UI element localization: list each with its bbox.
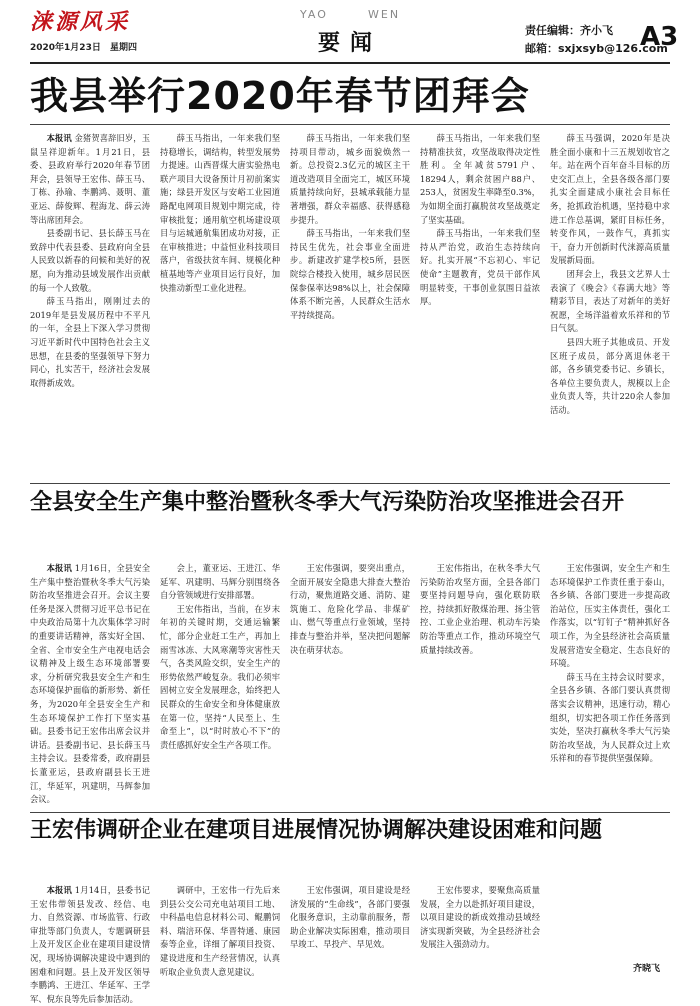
column [30, 132, 150, 477]
article-columns [30, 132, 670, 477]
lead-paragraph [30, 884, 150, 1006]
divider [30, 812, 670, 813]
column [420, 884, 540, 980]
divider [30, 124, 670, 125]
column [30, 884, 151, 1004]
headline-spring-festival: 我县举行2020年春节团拜会 [30, 74, 530, 118]
paragraph: 王宏伟指出，当前，在岁末年初的关键时期，交通运输繁忙，部分企业赶工生产，再加上雨雪冰冻、大风寒潮等灾害性天气，各类风险交织，安全生产的形势依然严峻复杂。我们必须牢固树立安全发展理念，始终把人民群众的生命安全和身体健康放在第一位，坚持“人民至上、生命至上”，以“时时放心不下”的责任感抓好安全生产各项工作。 [160, 603, 280, 750]
author-signature: 齐晓飞 [632, 964, 660, 974]
column [550, 132, 670, 477]
paragraph: 薛玉马指出，一年来我们坚持从严治党，政治生态持续向好。扎实开展“不忘初心、牢记使命”主题教育，党员干部作风明显转变，干事创业氛围日益浓厚。 [420, 228, 540, 307]
column [160, 562, 280, 809]
paragraph: 薛玉马指出，一年来我们坚持项目带动，城乡面貌焕然一新。总投资2.3亿元的城区主干道改造项目全面完工，城区环境质量持续向好，县城承载能力显著增强，群众幸福感、获得感稳步提升。 [290, 133, 410, 225]
paragraph: 县委副书记、县长薛玉马在致辞中代表县委、县政府向全县人民致以新春的问候和美好的祝愿，向为推动县域发展作出贡献的每一个人致敬。 [30, 228, 150, 293]
column [550, 562, 670, 809]
article-columns [30, 562, 670, 809]
paragraph: 调研中，王宏伟一行先后来到县公交公司充电站项目工地、中科晶电信息材料公司、鲲鹏饲料、瑞涪环保、华晋特通、康园泰等企业，详细了解项目投资、建设进度和生产经营情况，认真听取企业负责人意见建议。 [160, 885, 280, 977]
paragraph: 金猪贺喜辞旧岁，玉鼠呈祥迎新年。1月21日，县委、县政府举行2020年春节团拜会，县领导王宏伟、薛玉马、丁栋、孙瑜、李鹏鸿、聂明、董亚运、薛俊辉、程海龙、薛云涛等出席团拜会。 [30, 133, 150, 225]
column [30, 562, 150, 809]
lead-paragraph [30, 562, 150, 807]
paragraph: 王宏伟要求，要聚焦高质量发展，全力以赴抓好项目建设，以项目建设的新成效推动县域经济实现新突破，为全县经济社会发展注入强劲动力。 [420, 885, 540, 950]
paragraph: 王宏伟强调，项目建设是经济发展的“生命线”，各部门要强化服务意识，主动靠前服务，帮助企业解决实际困难，推动项目早竣工、早投产、早见效。 [290, 885, 410, 950]
section-pinyin-right: WEN [368, 8, 401, 21]
brand-logo: 涞源风采 [30, 9, 131, 35]
column [160, 884, 280, 980]
issue-date: 2020年1月23日 [30, 43, 101, 53]
headline-safety-meeting: 全县安全生产集中整治暨秋冬季大气污染防治攻坚推进会召开 [30, 490, 625, 515]
paragraph: 王宏伟强调，要突出重点，全面开展安全隐患大排查大整治行动，聚焦道路交通、消防、建筑施工、危险化学品、非煤矿山、燃气等重点行业领域，坚持排查与整治并举，坚决把问题解决在萌芽状态。 [290, 563, 410, 655]
editor-credit: 责任编辑：齐小飞 [525, 24, 613, 37]
paragraph: 会上，董亚运、王进江、华延军、巩建明、马辉分别围绕各自分管领域进行安排部署。 [160, 563, 280, 601]
section-title: 要闻 [317, 30, 382, 56]
paragraph: 薛玉马指出，一年来我们坚持稳增长，调结构，转型发展势力提速。山西晋煤大唐实验热电联产项目大设备预计月初前案实施；绿县开发区与安峪工业园道路配电网项目规划中期完成，待审核批复；通用航空机场建设项目与运城通航集团成功对接，正在审核推进；中益恒业科技项目落户，省级扶贫车间、规模化种植基地等产业项目运行良好，加快推动新型工业化进程。 [160, 133, 280, 293]
paragraph: 薛玉马强调，2020年是决胜全面小康和十三五规划收官之年。站在两个百年奋斗目标的历史交汇点上，全县各级各部门要扎实全面建成小康社会目标任务，抢抓政治机遇，坚持稳中求进工作总基调，紧盯目标任务，转变作风，一鼓作气，真抓实干，奋力开创新时代涞源高质量发展新局面。 [550, 133, 670, 266]
column [160, 132, 280, 477]
editor-email: 邮箱：sxjxsyb@126.com [525, 42, 668, 55]
headline-project-survey: 王宏伟调研企业在建项目进展情况协调解决建设困难和问题 [30, 818, 603, 843]
paragraph: 团拜会上，我县文艺界人士表演了《晚会》《春满大地》等精彩节目，表达了对新年的美好祝愿，全场洋溢着欢乐祥和的节日气氛。 [550, 268, 670, 334]
byline: 本报讯 [46, 133, 72, 143]
column [420, 562, 540, 809]
paragraph: 1月14日，县委书记王宏伟带领县发改、经信、电力、自然资源、市场监管、行政审批等部门负责人，专题调研县上及开发区企业在建项目建设情况，现场协调解决建设中遇到的困难和问题。县上及开发区领导李鹏鸿、王进江、华延军、王学军、倪东良等先后参加活动。 [30, 885, 151, 1004]
article-columns [30, 884, 670, 1004]
column [290, 884, 410, 980]
column [420, 132, 540, 477]
paragraph: 1月16日，全县安全生产集中整治暨秋冬季大气污染防治攻坚推进会召开。会议主要任务是深入贯彻习近平总书记在中央政治局第十九次集体学习时的重要讲话精神，落实好全国、全省、全市安全生产电视电话会议精神及上级生态环境部署要求，分析研究我县安全生产和生态环境保护面临的新形势、新任务，为2020年全县安全生产和生态环境保护工作打下坚实基础。县委书记王宏伟出席会议并讲话。县委副书记、县长薛玉马主持会议。县委常委，政府副县长董亚运，县政府副县长王进江，华延军，巩建明，马辉参加会议。 [30, 563, 151, 805]
paragraph: 薛玉马在主持会议时要求，全县各乡镇、各部门要认真贯彻落实会议精神，迅速行动，精心组织，切实把各项工作任务落到实处，坚决打赢秋冬季大气污染防治攻坚战，为人民群众过上欢乐祥和的春节提供坚强保障。 [550, 671, 670, 764]
dateline [30, 40, 143, 53]
paragraph: 王宏伟指出，在秋冬季大气污染防治攻坚方面，全县各部门要坚持问题导向，强化联防联控，持续抓好散煤治理、扬尘管控、工业企业治理、机动车污染防治等重点工作，推动环境空气质量持续改善。 [420, 563, 540, 655]
byline: 本报讯 [46, 885, 72, 895]
paragraph: 薛玉马指出，一年来我们坚持民生优先，社会事业全面进步。新建改扩建学校5所，县医院综合楼投入使用，城乡居民医保参保率达98%以上，社会保障体系不断完善，人民群众生活水平持续提高。 [290, 228, 410, 320]
article-safety-meeting [30, 562, 670, 809]
masthead-rule [30, 62, 670, 64]
byline: 本报讯 [46, 563, 72, 573]
page-number: A3 [640, 22, 679, 52]
paragraph: 薛玉马指出，刚刚过去的2019年是县发展历程中不平凡的一年，全县上下深入学习贯彻习近平新时代中国特色社会主义思想，在县委的坚强领导下努力同心，扎实苦干，经济社会发展取得新成效。 [30, 296, 150, 388]
masthead [0, 0, 700, 62]
column [290, 562, 410, 809]
issue-weekday: 星期四 [109, 43, 137, 53]
paragraph: 县四大班子其他成员、开发区班子成员，部分离退休老干部，各乡镇党委书记、乡镇长，各单位主要负责人，规模以上企业负责人等，共计220余人参加活动。 [550, 336, 670, 415]
article-project-survey [30, 884, 670, 1004]
divider [30, 483, 670, 484]
section-pinyin-left: YAO [300, 8, 328, 21]
paragraph: 薛玉马指出，一年来我们坚持精准扶贫，攻坚战取得决定性胜利。全年减贫5791户、18294人，剩余贫困户88户、253人，贫困发生率降至0.3%，为如期全面打赢脱贫攻坚战奠定了坚实基础。 [420, 133, 540, 225]
column [290, 132, 410, 477]
lead-paragraph [30, 132, 150, 227]
paragraph: 王宏伟强调，安全生产和生态环境保护工作责任重于泰山，各乡镇、各部门要进一步提高政治站位，压实主体责任，强化工作落实，以“钉钉子”精神抓好各项工作，为全县经济社会高质量发展营造安全稳定、生态良好的环境。 [550, 563, 670, 669]
article-spring-festival [30, 132, 670, 477]
